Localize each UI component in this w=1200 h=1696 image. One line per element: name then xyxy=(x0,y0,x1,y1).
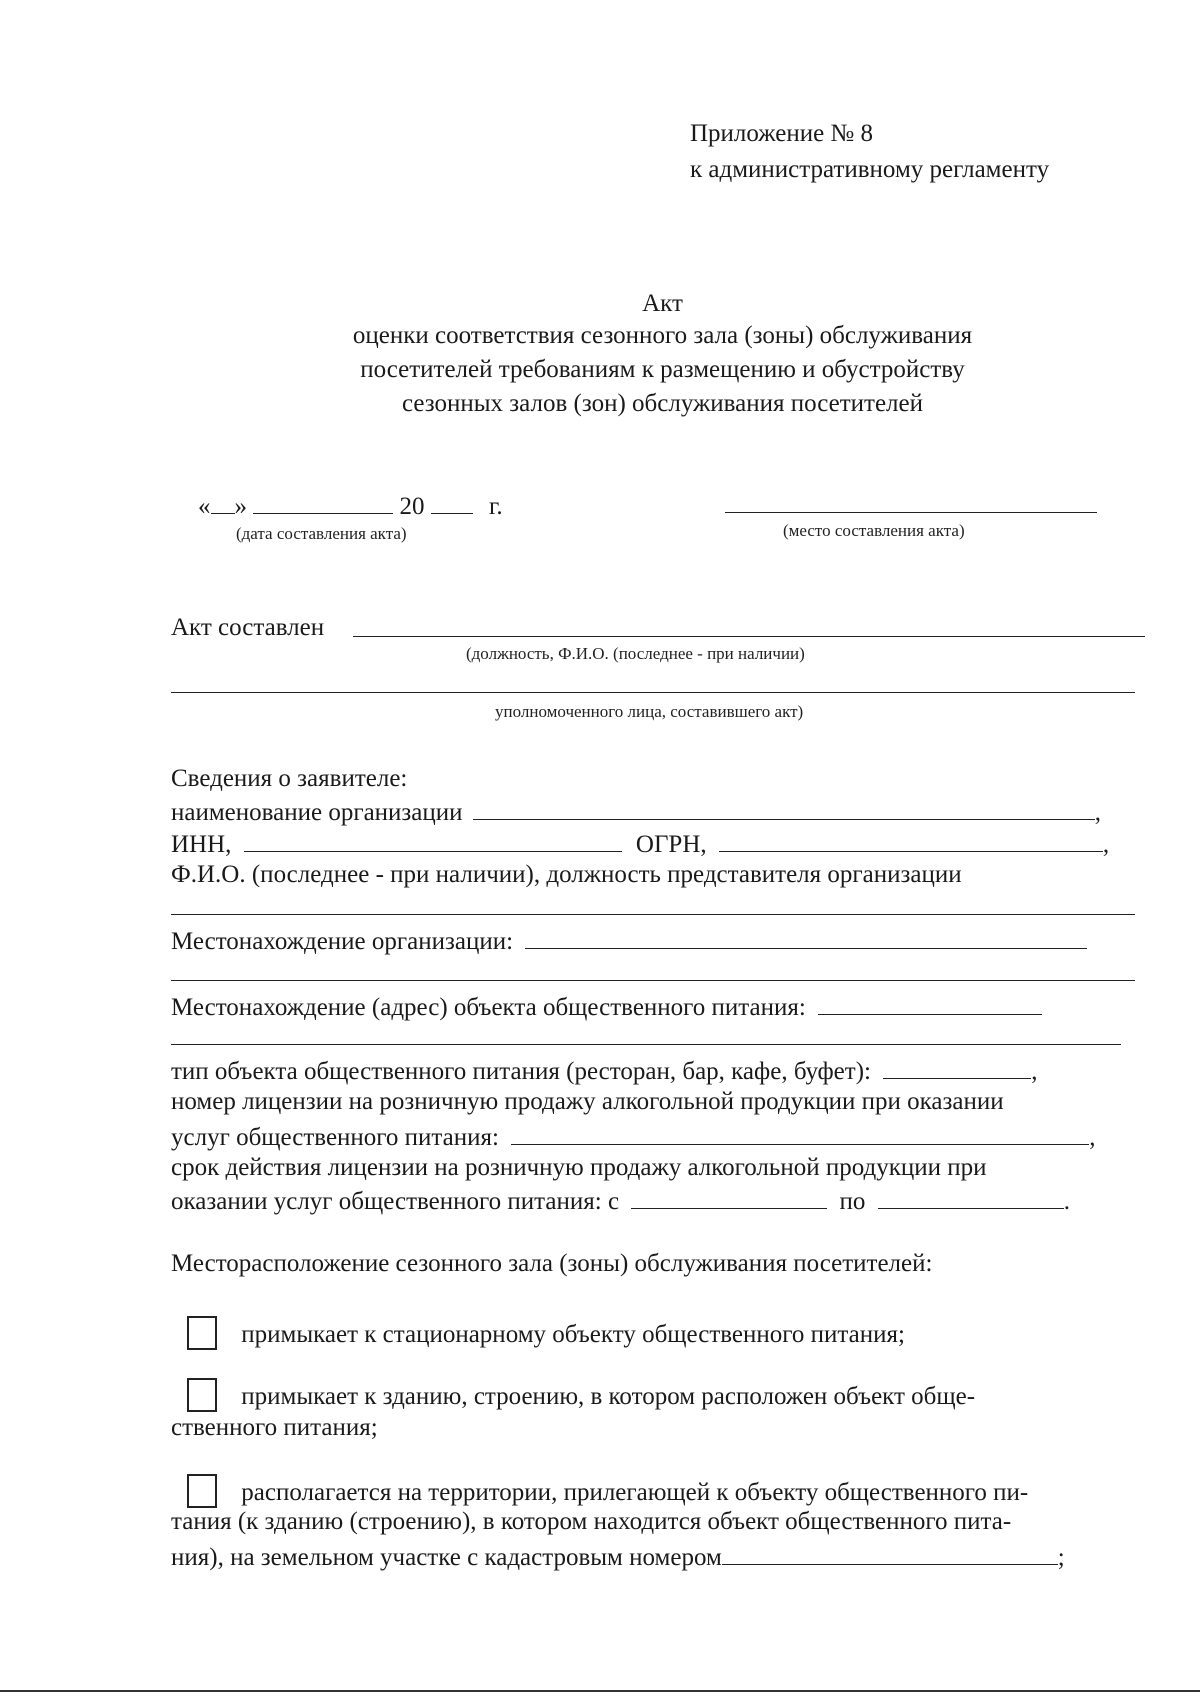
org-name-label: наименование организации xyxy=(171,799,463,826)
page-bottom-edge xyxy=(0,1690,1200,1692)
object-type-comma: , xyxy=(1031,1058,1038,1085)
object-address-blank-2[interactable] xyxy=(171,1044,1121,1045)
org-location-row xyxy=(171,924,1087,958)
option-3-label-line-1: располагается на территории, прилегающей к объекту общественного пи- xyxy=(241,1479,1029,1506)
month-blank[interactable] xyxy=(253,489,393,514)
doc-title: Акт xyxy=(642,290,683,317)
object-address-row xyxy=(171,990,1042,1024)
compiled-by-label: Акт составлен xyxy=(171,614,325,641)
object-address-label: Местонахождение (адрес) объекта общественного питания: xyxy=(171,994,806,1021)
placement-heading: Месторасположение сезонного зала (зоны) обслуживания посетителей: xyxy=(171,1250,933,1277)
license-term-to-blank[interactable] xyxy=(878,1184,1064,1209)
org-name-comma: , xyxy=(1094,799,1102,826)
org-name-blank[interactable] xyxy=(473,795,1095,820)
org-location-blank-2[interactable] xyxy=(171,980,1135,981)
date-open-quote: « xyxy=(198,493,211,520)
representative-label: Ф.И.О. (последнее - при наличии), должность представителя организации xyxy=(171,861,962,888)
doc-subtitle-line-3: сезонных залов (зон) обслуживания посетителей xyxy=(401,390,924,417)
date-field xyxy=(198,489,503,523)
year-blank[interactable] xyxy=(431,489,473,514)
license-term-line-1: срок действия лицензии на розничную продажу алкогольной продукции при xyxy=(171,1154,987,1181)
option-1-label: примыкает к стационарному объекту общественного питания; xyxy=(241,1321,905,1348)
license-term-period: . xyxy=(1063,1188,1070,1215)
place-caption: (место составления акта) xyxy=(783,521,965,540)
date-close-quote: » xyxy=(234,493,247,520)
option-1-checkbox[interactable] xyxy=(187,1316,217,1350)
ogrn-label: ОГРН, xyxy=(635,831,707,858)
place-blank[interactable] xyxy=(725,512,1097,513)
cadastral-number-blank[interactable] xyxy=(722,1540,1058,1565)
appendix-number: Приложение № 8 xyxy=(690,120,874,147)
license-number-line-1: номер лицензии на розничную продажу алкогольной продукции при оказании xyxy=(171,1088,1004,1115)
org-location-blank[interactable] xyxy=(525,924,1087,949)
option-3-label-line-3 xyxy=(171,1540,1065,1574)
license-term-from-blank[interactable] xyxy=(631,1184,827,1209)
option-3-checkbox[interactable] xyxy=(187,1474,217,1508)
license-number-blank[interactable] xyxy=(511,1120,1089,1145)
option-3-cadastral-label: ния), на земельном участке с кадастровым номером xyxy=(171,1544,722,1571)
day-blank[interactable] xyxy=(211,489,235,514)
placement-option-3 xyxy=(187,1474,1028,1509)
doc-subtitle-line-2: посетителей требованиям к размещению и обустройству xyxy=(360,356,965,383)
ogrn-comma: , xyxy=(1102,831,1110,858)
placement-option-1 xyxy=(187,1316,905,1351)
appendix-reference: к административному регламенту xyxy=(690,156,1050,183)
compiled-by-caption-1: (должность, Ф.И.О. (последнее - при наличии) xyxy=(466,644,805,663)
license-term-to-label: по xyxy=(839,1188,866,1215)
option-2-label-line-2: ственного питания; xyxy=(171,1414,378,1441)
option-2-label-line-1: примыкает к зданию, строению, в котором расположен объект обще- xyxy=(241,1383,976,1410)
license-number-comma: , xyxy=(1089,1124,1096,1151)
org-location-label: Местонахождение организации: xyxy=(171,928,514,955)
inn-blank[interactable] xyxy=(244,827,622,852)
object-type-blank[interactable] xyxy=(883,1054,1031,1079)
compiled-by-caption-2: уполномоченного лица, составившего акт) xyxy=(495,702,804,721)
ogrn-blank[interactable] xyxy=(719,827,1103,852)
year-prefix: 20 xyxy=(399,493,425,520)
compiled-by-blank[interactable] xyxy=(353,636,1145,637)
option-2-checkbox[interactable] xyxy=(187,1378,217,1412)
inn-ogrn-row xyxy=(171,827,1109,861)
license-number-row xyxy=(171,1120,1095,1154)
option-3-semicolon: ; xyxy=(1057,1544,1065,1571)
object-type-label: тип объекта общественного питания (ресторан, бар, кафе, буфет): xyxy=(171,1058,871,1085)
license-term-row xyxy=(171,1184,1070,1218)
applicant-heading: Сведения о заявителе: xyxy=(171,765,408,792)
object-type-row xyxy=(171,1054,1037,1088)
license-term-label: оказании услуг общественного питания: с xyxy=(171,1188,620,1215)
org-name-row xyxy=(171,795,1101,829)
year-suffix: г. xyxy=(489,493,503,520)
date-caption: (дата составления акта) xyxy=(236,524,407,543)
representative-blank[interactable] xyxy=(171,914,1135,915)
object-address-blank[interactable] xyxy=(818,990,1042,1015)
placement-option-2 xyxy=(187,1378,975,1413)
inn-label: ИНН, xyxy=(171,831,232,858)
doc-subtitle-line-1: оценки соответствия сезонного зала (зоны) обслуживания xyxy=(352,322,973,349)
license-number-label: услуг общественного питания: xyxy=(171,1124,499,1151)
option-3-label-line-2: тания (к зданию (строению), в котором находится объект общественного пита- xyxy=(171,1508,1012,1535)
compiled-by-blank-2[interactable] xyxy=(171,692,1135,693)
